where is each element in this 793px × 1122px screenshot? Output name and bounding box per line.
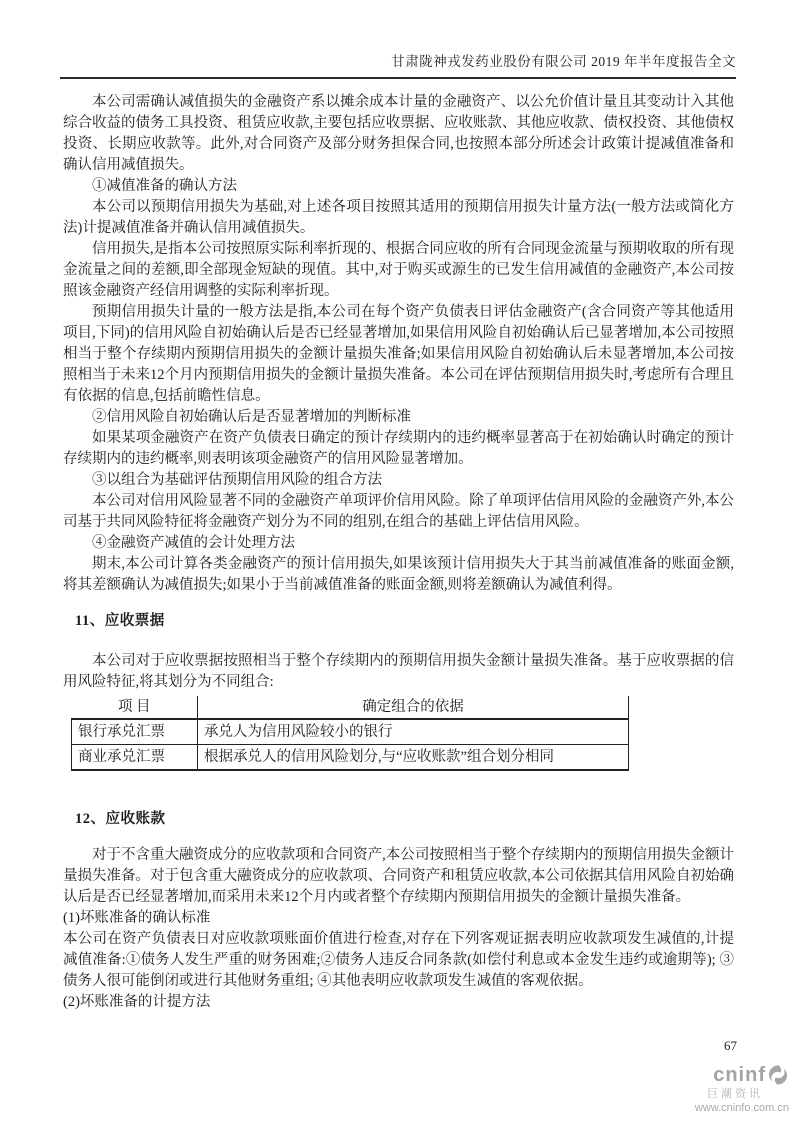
table-cell-item: 商业承兑汇票 bbox=[72, 745, 198, 771]
paragraph: 期末,本公司计算各类金融资产的预计信用损失,如果该预计信用损失大于其当前减值准备的账面金额,将其差额确认为减值损失;如果小于当前减值准备的账面金额,则将差额确认为减值利得。 bbox=[63, 556, 734, 593]
cninfo-logo-row bbox=[695, 1064, 789, 1086]
sub-heading-3: ③以组合为基础评估预期信用风险的组合方法 bbox=[92, 472, 382, 488]
paragraph: 对于不含重大融资成分的应收款项和合同资产,本公司按照相当于整个存续期内的预期信用损失金额计量损失准备。对于包含重大融资成分的应收款项、合同资产和租赁应收款,本公司依据其信用风险自初始确认后是否已经显著增加,而采用未来12个月内或者整个存续期内预期信用损失的金额计量损失准备。 bbox=[63, 847, 734, 905]
cninfo-swirl-icon bbox=[767, 1064, 789, 1086]
cninfo-chinese-name: 巨潮资讯 bbox=[707, 1088, 763, 1100]
paragraph: 本公司对于应收票据按照相当于整个存续期内的预期信用损失金额计量损失准备。基于应收票据的信用风险特征,将其划分为不同组合: bbox=[63, 653, 734, 690]
page-content bbox=[63, 92, 734, 1013]
table-cell-basis: 根据承兑人的信用风险划分,与“应收账款”组合划分相同 bbox=[198, 745, 629, 771]
cninfo-url: www.cninfo.com.cn bbox=[694, 1102, 789, 1114]
sub-heading-4: ④金融资产减值的会计处理方法 bbox=[92, 535, 295, 551]
section-heading-12-accounts-receivable: 12、应收账款 bbox=[75, 811, 166, 827]
section-heading-11-notes-receivable: 11、应收票据 bbox=[75, 613, 165, 629]
table-cell-basis: 承兑人为信用风险较小的银行 bbox=[198, 719, 629, 745]
table-header-basis: 确定组合的依据 bbox=[198, 696, 629, 719]
sub-heading-bad-debt-recognition: (1)坏账准备的确认标准 bbox=[63, 910, 211, 926]
paragraph: 如果某项金融资产在资产负债表日确定的预计存续期内的违约概率显著高于在初始确认时确定的预计存续期内的违约概率,则表明该项金融资产的信用风险显著增加。 bbox=[63, 430, 734, 467]
table-row bbox=[72, 745, 629, 771]
table-cell-item: 银行承兑汇票 bbox=[72, 719, 198, 745]
table-row bbox=[72, 719, 629, 745]
portfolio-basis-table bbox=[71, 696, 629, 771]
paragraph: 本公司在资产负债表日对应收款项账面价值进行检查,对存在下列客观证据表明应收款项发生减值的,计提减值准备:①债务人发生严重的财务困难;②债务人违反合同条款(如偿付利息或本金发生违约或逾期等); ③债务人很可能倒闭或进行其他财务重组; ④其他表明应收款项发生减值的客观依据。 bbox=[63, 931, 734, 989]
paragraph: 本公司以预期信用损失为基础,对上述各项目按照其适用的预期信用损失计量方法(一般方法或简化方法)计提减值准备并确认信用减值损失。 bbox=[63, 199, 734, 236]
sub-heading-2: ②信用风险自初始确认后是否显著增加的判断标准 bbox=[92, 409, 411, 425]
table-header-row bbox=[72, 696, 629, 719]
table-header-item: 项 目 bbox=[72, 696, 198, 719]
header-title: 甘肃陇神戎发药业股份有限公司 2019 年半年度报告全文 bbox=[391, 54, 736, 69]
paragraph: 预期信用损失计量的一般方法是指,本公司在每个资产负债表日评估金融资产(含合同资产等其他适用项目,下同)的信用风险自初始确认后是否已经显著增加,如果信用风险自初始确认后已显著增加,本公司按照相当于整个存续期内预期信用损失的金额计量损失准备;如果信用风险自初始确认后未显著增加,本公司按照相当于未来12个月内预期信用损失的金额计量损失准备。本公司在评估预期信用损失时,考虑所有合理且有依据的信息,包括前瞻性信息。 bbox=[63, 304, 734, 404]
paragraph: 本公司对信用风险显著不同的金融资产单项评价信用风险。除了单项评估信用风险的金融资产外,本公司基于共同风险特征将金融资产划分为不同的组别,在组合的基础上评估信用风险。 bbox=[63, 493, 734, 530]
paragraph: 信用损失,是指本公司按照原实际利率折现的、根据合同应收的所有合同现金流量与预期收取的所有现金流量之间的差额,即全部现金短缺的现值。其中,对于购买或源生的已发生信用减值的金融资产,本公司按照该金融资产经信用调整的实际利率折现。 bbox=[63, 241, 734, 299]
paragraph: 本公司需确认减值损失的金融资产系以摊余成本计量的金融资产、以公允价值计量且其变动计入其他综合收益的债务工具投资、租赁应收款,主要包括应收票据、应收账款、其他应收款、债权投资、其他债权投资、长期应收款等。此外,对合同资产及部分财务担保合同,也按照本部分所述会计政策计提减值准备和确认信用减值损失。 bbox=[63, 94, 734, 173]
page-number: 67 bbox=[724, 1038, 737, 1053]
sub-heading-bad-debt-method: (2)坏账准备的计提方法 bbox=[63, 994, 211, 1010]
page-header bbox=[60, 50, 736, 79]
cninfo-logo bbox=[695, 1064, 789, 1114]
sub-heading-1: ①减值准备的确认方法 bbox=[92, 178, 237, 194]
cninfo-brand-text: cninf bbox=[713, 1064, 766, 1086]
